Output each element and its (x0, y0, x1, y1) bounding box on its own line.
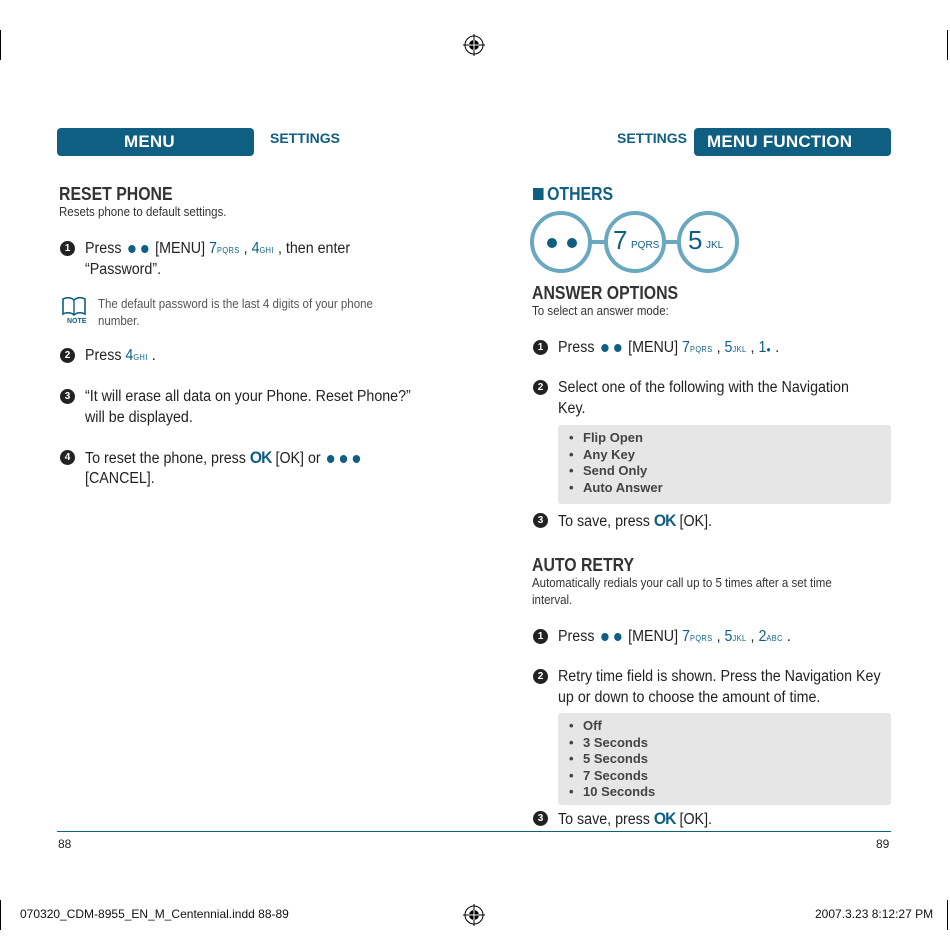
option-3-seconds: • 3 Seconds (583, 735, 648, 750)
step-text: Press (558, 628, 595, 645)
key-1-icon: 1 (758, 339, 767, 356)
retry-step-3-line-1 (558, 808, 712, 830)
step-text: To save, press (558, 811, 650, 828)
key-4-icon: 4 (125, 347, 134, 364)
step-text: . (786, 628, 791, 645)
right-menu-function-banner: MENU FUNCTION (694, 128, 891, 156)
auto-retry-heading: AUTO RETRY (532, 555, 635, 575)
key-5-circle-icon (677, 211, 739, 273)
crop-mark-right-top (947, 30, 948, 60)
step-text: [OK]. (679, 811, 712, 828)
key-5-digit: 5 (688, 225, 703, 255)
step-text: [OK] or (275, 450, 321, 467)
step-text: Press (558, 339, 595, 356)
reset-step-1-line-1 (85, 238, 350, 261)
menu-key-dot-icon (614, 344, 621, 352)
key-7-letters: PQRS (216, 246, 240, 255)
left-settings-tag: SETTINGS (270, 130, 341, 146)
step-number: 2 (60, 348, 75, 363)
key-5-icon: 5 (724, 628, 733, 645)
step-number: 1 (533, 340, 548, 355)
menu-key-dot-icon (614, 633, 621, 641)
key-5-letters: JKL (706, 240, 724, 251)
key-2-icon: 2 (758, 628, 767, 645)
step-text: , then enter (277, 240, 351, 257)
crop-mark-right-bottom (947, 900, 948, 930)
answer-options-box (558, 425, 891, 504)
option-5-seconds: • 5 Seconds (583, 751, 648, 766)
step-text: To reset the phone, press (85, 450, 246, 467)
reset-step-3-line-2: will be displayed. (85, 409, 193, 426)
right-page-number: 89 (876, 837, 890, 851)
registration-mark-bottom-icon (463, 904, 485, 926)
key-7-icon: 7 (682, 628, 690, 645)
option-10-seconds: • 10 Seconds (583, 784, 655, 799)
menu-label: [MENU] (628, 628, 679, 645)
crop-mark-left-bottom (0, 900, 1, 930)
key-5-letters: JKL (732, 345, 747, 354)
step-text: . (151, 347, 156, 364)
answer-options-subtitle: To select an answer mode: (532, 304, 669, 318)
step-number: 4 (60, 450, 75, 465)
comma: , (243, 240, 248, 257)
auto-retry-subtitle-line-1: Automatically redials your call up to 5 times after a set time (532, 576, 832, 590)
step-text: Press (85, 347, 122, 364)
reset-step-1-line-2: “Password”. (85, 261, 162, 278)
right-settings-tag: SETTINGS (617, 130, 688, 146)
step-text: Press (85, 240, 122, 257)
reset-phone-heading: RESET PHONE (59, 184, 173, 204)
key-4-letters: GHI (133, 353, 148, 362)
retry-step-2-line-2: up or down to choose the amount of time. (558, 689, 821, 706)
voicemail-icon: ● (766, 345, 772, 354)
reset-phone-subtitle: Resets phone to default settings. (59, 205, 227, 219)
footer-filename: 070320_CDM-8955_EN_M_Centennial.indd 88-89 (20, 907, 289, 921)
ok-key-icon: OK (249, 448, 272, 467)
option-7-seconds: • 7 Seconds (583, 768, 648, 783)
menu-dot-icon (567, 238, 577, 248)
key-7-letters: PQRS (631, 240, 660, 251)
reset-step-3-line-1: “It will erase all data on your Phone. Reset Phone?” (85, 388, 411, 405)
key-7-icon: 7 (209, 240, 217, 257)
footer-timestamp: 2007.3.23 8:12:27 PM (815, 907, 934, 921)
others-section-heading (533, 184, 613, 205)
key-7-letters: PQRS (689, 634, 713, 643)
registration-mark-top-icon (463, 34, 485, 56)
cancel-key-dot-icon (327, 455, 334, 463)
note-book-icon (61, 296, 87, 318)
menu-dot-icon (547, 238, 557, 248)
answer-step-2-line-2: Key. (558, 400, 586, 417)
reset-step-4-line-1 (85, 447, 363, 469)
answer-step-1-line-1: Press [MENU] 7PQRS , 5JKL , 1● . (558, 339, 780, 356)
key-7-letters: PQRS (689, 345, 713, 354)
answer-step-2-line-1: Select one of the following with the Navigation (558, 379, 849, 396)
menu-key-dot-icon (601, 633, 608, 641)
menu-key-dot-icon (128, 245, 135, 253)
note-text (98, 296, 373, 330)
key-7-icon: 7 (682, 339, 690, 356)
option-any-key: • Any Key (583, 447, 635, 462)
key-2-letters: ABC (766, 634, 783, 643)
crop-mark-left-top (0, 30, 1, 60)
left-menu-function-banner: MENU FUNCTION (57, 128, 254, 156)
option-auto-answer: • Auto Answer (583, 480, 663, 495)
key-5-icon: 5 (724, 339, 733, 356)
step-text: . (775, 339, 780, 356)
menu-label: [MENU] (628, 339, 679, 356)
note-line-2: number. (98, 314, 140, 328)
cancel-key-dot-icon (340, 455, 347, 463)
step-text: [OK]. (679, 513, 712, 530)
retry-step-1-line-1: Press [MENU] 7PQRS , 5JKL , 2ABC . (558, 628, 791, 645)
note-label: NOTE (67, 318, 87, 325)
auto-retry-subtitle-line-2: interval. (532, 593, 573, 607)
reset-step-4-line-2: [CANCEL]. (85, 470, 155, 487)
key-7-circle-icon (604, 211, 666, 273)
step-number: 1 (533, 629, 548, 644)
step-number: 1 (60, 241, 75, 256)
page-bottom-rule (57, 831, 891, 832)
option-off: • Off (583, 718, 602, 733)
step-number: 3 (533, 811, 548, 826)
key-7-digit: 7 (613, 225, 628, 255)
key-4-icon: 4 (251, 240, 260, 257)
step-number: 3 (60, 389, 75, 404)
step-number: 2 (533, 380, 548, 395)
step-text: To save, press (558, 513, 650, 530)
retry-step-2-line-1: Retry time field is shown. Press the Navigation Key (558, 668, 881, 685)
note-line-1: The default password is the last 4 digits of your phone (98, 297, 373, 311)
ok-key-icon: OK (653, 511, 676, 530)
answer-options-heading: ANSWER OPTIONS (532, 283, 679, 303)
cancel-key-dot-icon (353, 455, 360, 463)
option-send-only: • Send Only (583, 463, 647, 478)
reset-step-2-line-1 (85, 345, 156, 368)
retry-options-box (558, 713, 891, 805)
menu-key-dot-icon (601, 344, 608, 352)
step-number: 3 (533, 513, 548, 528)
option-flip-open: • Flip Open (583, 430, 643, 445)
answer-step-3-line-1 (558, 510, 712, 532)
left-page-number: 88 (58, 837, 72, 851)
menu-key-dot-icon (141, 245, 148, 253)
step-number: 2 (533, 669, 548, 684)
menu-key-circle-icon (530, 211, 592, 273)
others-label: OTHERS (547, 184, 614, 204)
key-5-letters: JKL (732, 634, 747, 643)
menu-label: [MENU] (155, 240, 206, 257)
section-square-icon (533, 188, 544, 200)
ok-key-icon: OK (653, 809, 676, 828)
key-4-letters: GHI (259, 246, 274, 255)
